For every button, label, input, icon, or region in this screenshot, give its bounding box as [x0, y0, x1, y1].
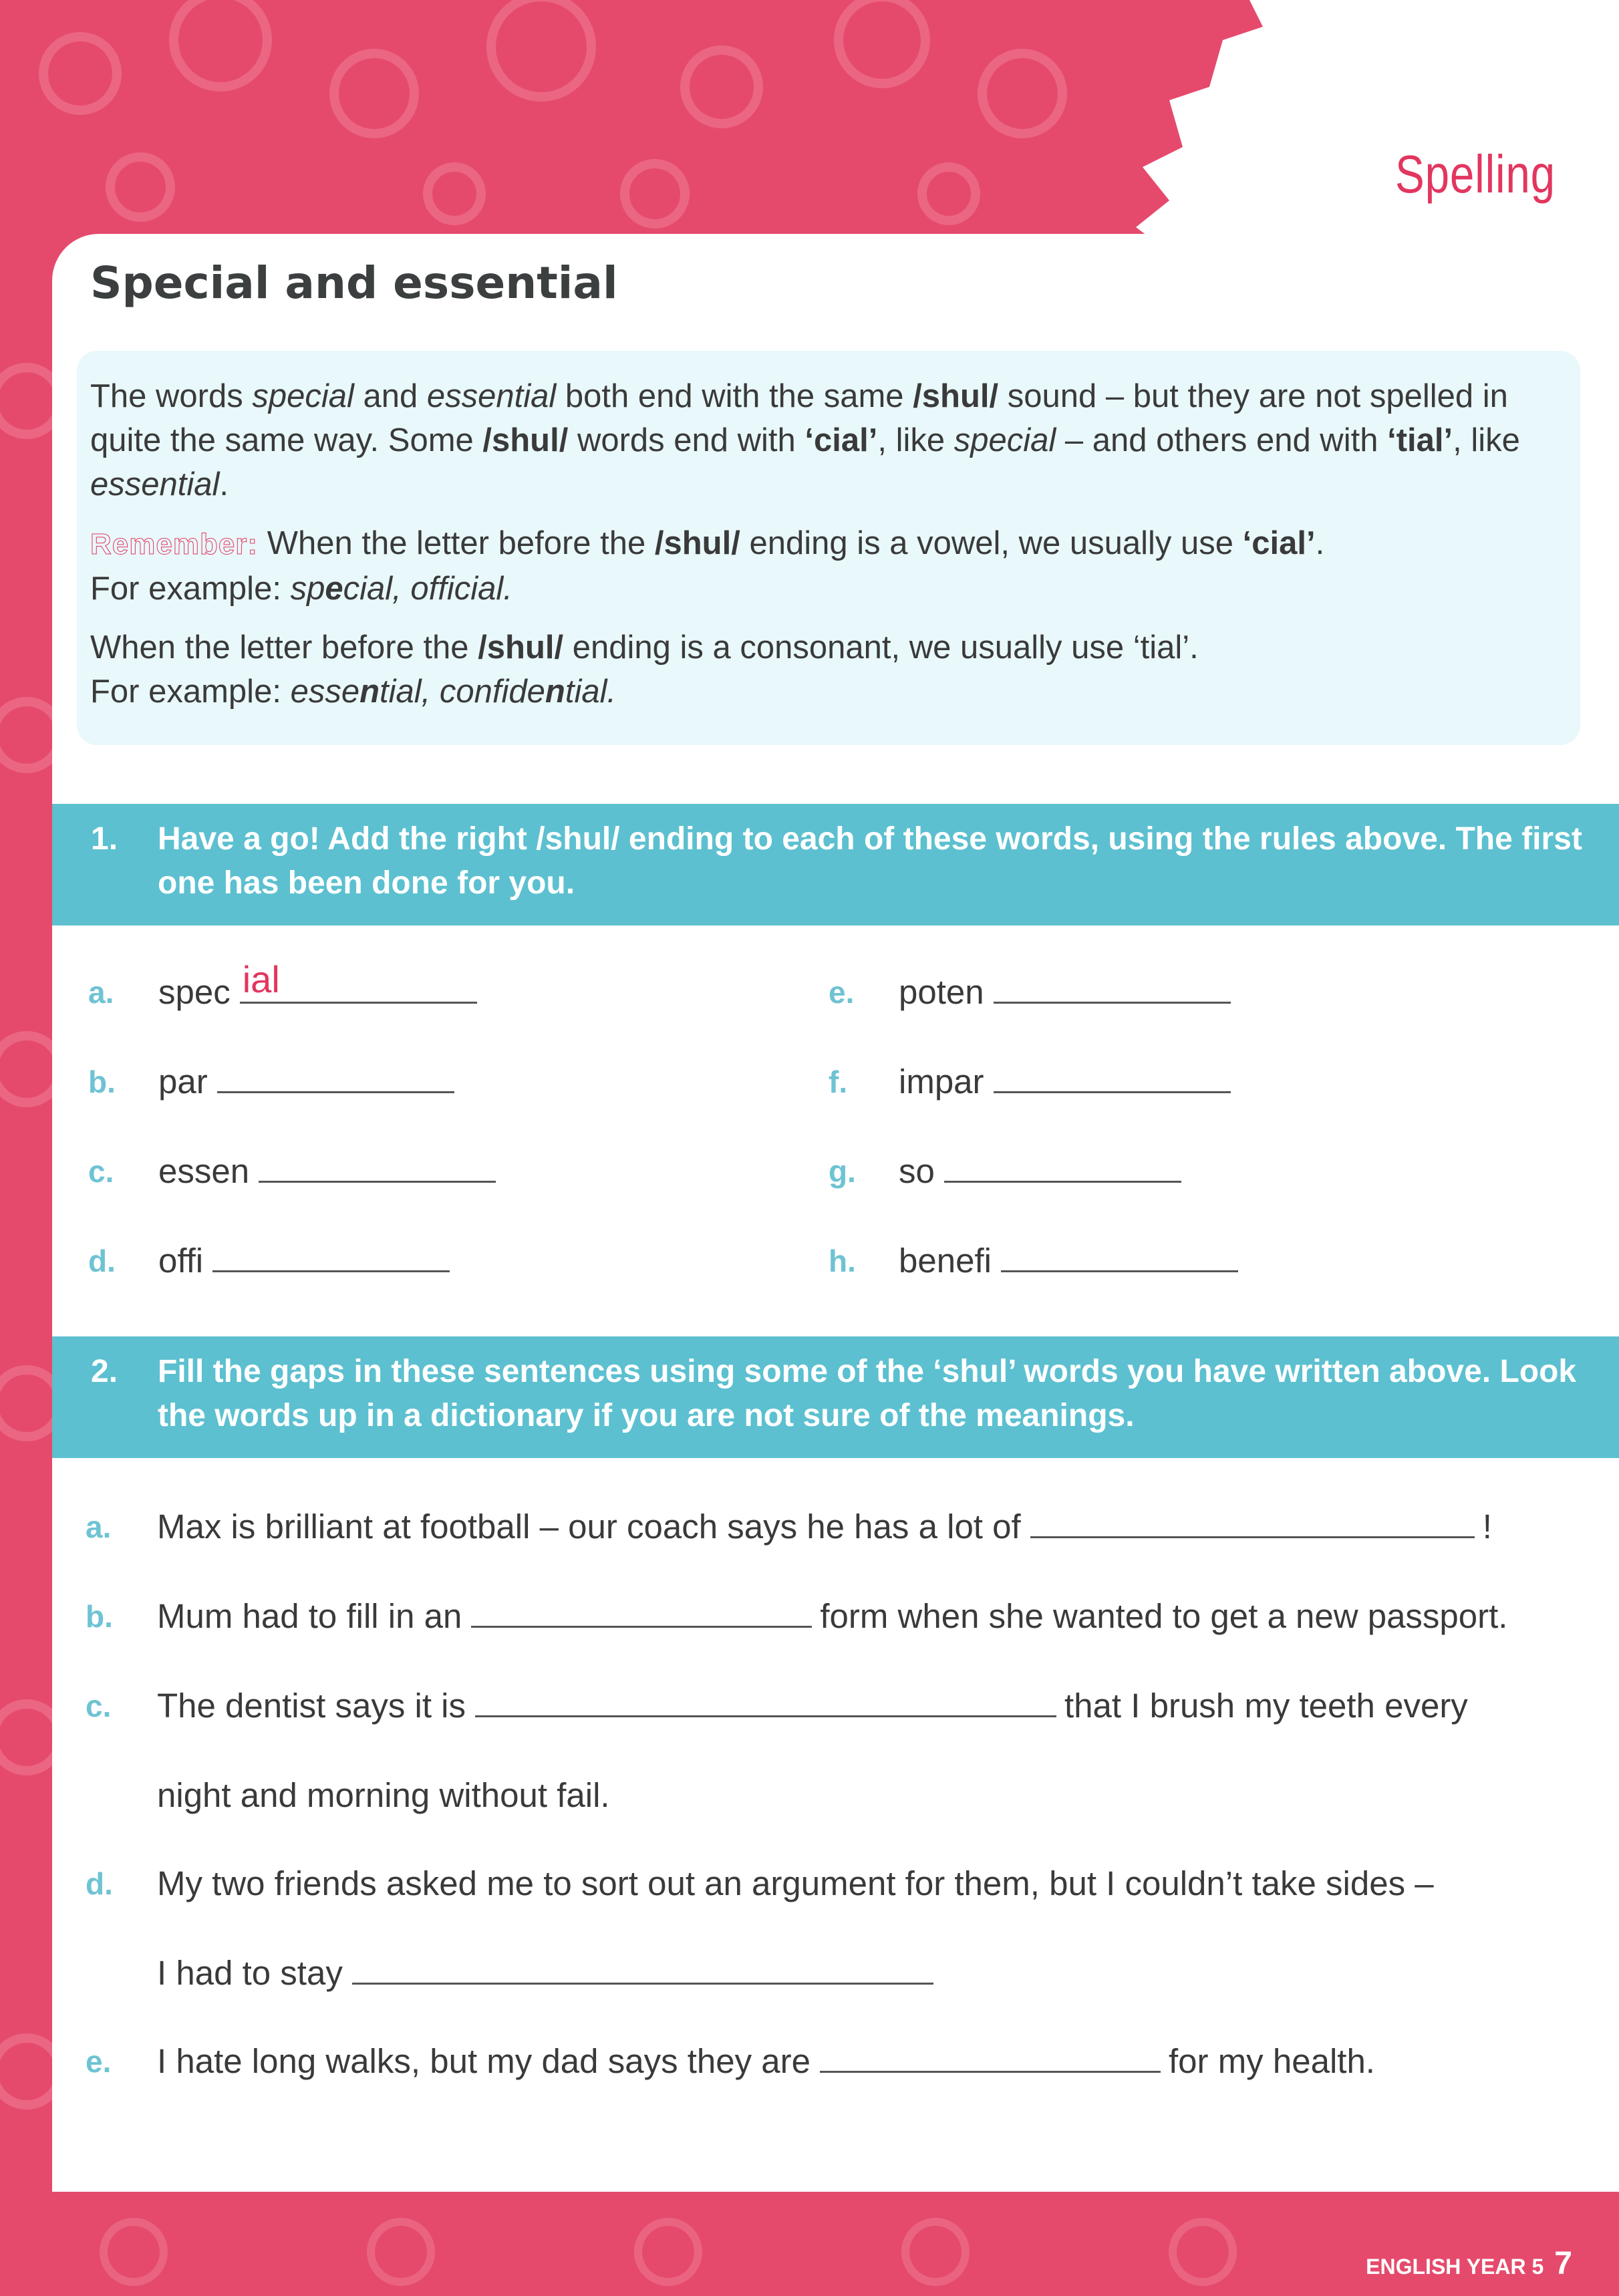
question-1-instruction: Have a go! Add the right /shul/ ending to each of these words, using the rules above. The first one has been done for you. [158, 821, 1582, 901]
sentence-blank[interactable] [1030, 1510, 1475, 1538]
sentence-d: d. My two friends asked me to sort out an argument for them, but I couldn’t take sides – I had to stay [86, 1864, 1434, 1992]
sentence-c: c. The dentist says it is that I brush my teeth every night and morning without fail. [86, 1687, 1468, 1814]
answer-blank[interactable] [1001, 1244, 1238, 1272]
intro-paragraph: The words special and essential both end with the same /shul/ sound – but they are not spelled in quite the same way. Some /shul/ words end with ‘cial’, like special – and others end with ‘tial’, like essential. [90, 378, 1520, 503]
answer-blank[interactable] [212, 1244, 450, 1272]
consonant-paragraph: When the letter before the /shul/ ending is a consonant, we usually use ‘tial’. For example: essential, confidential. [90, 629, 1199, 710]
footer [1366, 2245, 1572, 2282]
page-title: Special and essential [90, 257, 618, 309]
question-1-banner: 1. Have a go! Add the right /shul/ ending to each of these words, using the rules above. The first one has been done for you. [52, 804, 1619, 925]
answer-blank[interactable] [994, 975, 1231, 1004]
section-tag: Spelling [1395, 144, 1556, 204]
rules-info-box [77, 351, 1580, 745]
sentence-blank[interactable] [475, 1689, 1056, 1717]
answer-blank[interactable] [217, 1064, 454, 1093]
page-number: 7 [1554, 2246, 1572, 2281]
sentence-blank[interactable] [820, 2044, 1161, 2073]
sentence-blank[interactable] [471, 1599, 812, 1628]
question-2-instruction: Fill the gaps in these sentences using some of the ‘shul’ words you have written above. Look the words up in a dictionary if you are not sure of the meanings. [158, 1354, 1577, 1433]
book-title: ENGLISH YEAR 5 [1366, 2255, 1544, 2279]
sentence-a: a. Max is brilliant at football – our coach says he has a lot of ! [86, 1508, 1492, 1546]
handwritten-answer: ial [242, 958, 280, 1000]
remember-paragraph: Remember: When the letter before the /shul/ ending is a vowel, we usually use ‘cial’. For example: special, official. [90, 525, 1325, 607]
remember-label: Remember: [90, 528, 259, 561]
answer-blank[interactable] [944, 1154, 1181, 1183]
sentence-blank[interactable] [352, 1956, 933, 1985]
sentence-e: e. I hate long walks, but my dad says they are for my health. [86, 2042, 1375, 2080]
sentence-b: b. Mum had to fill in an form when she wanted to get a new passport. [86, 1597, 1508, 1635]
gear-badge [1096, 0, 1619, 281]
answer-blank[interactable] [259, 1154, 496, 1183]
question-2-banner: 2. Fill the gaps in these sentences using some of the ‘shul’ words you have written above. Look the words up in a dictionary if you are not sure of the meanings. [52, 1336, 1619, 1458]
answer-blank[interactable] [240, 958, 477, 1004]
answer-blank[interactable] [994, 1064, 1231, 1093]
